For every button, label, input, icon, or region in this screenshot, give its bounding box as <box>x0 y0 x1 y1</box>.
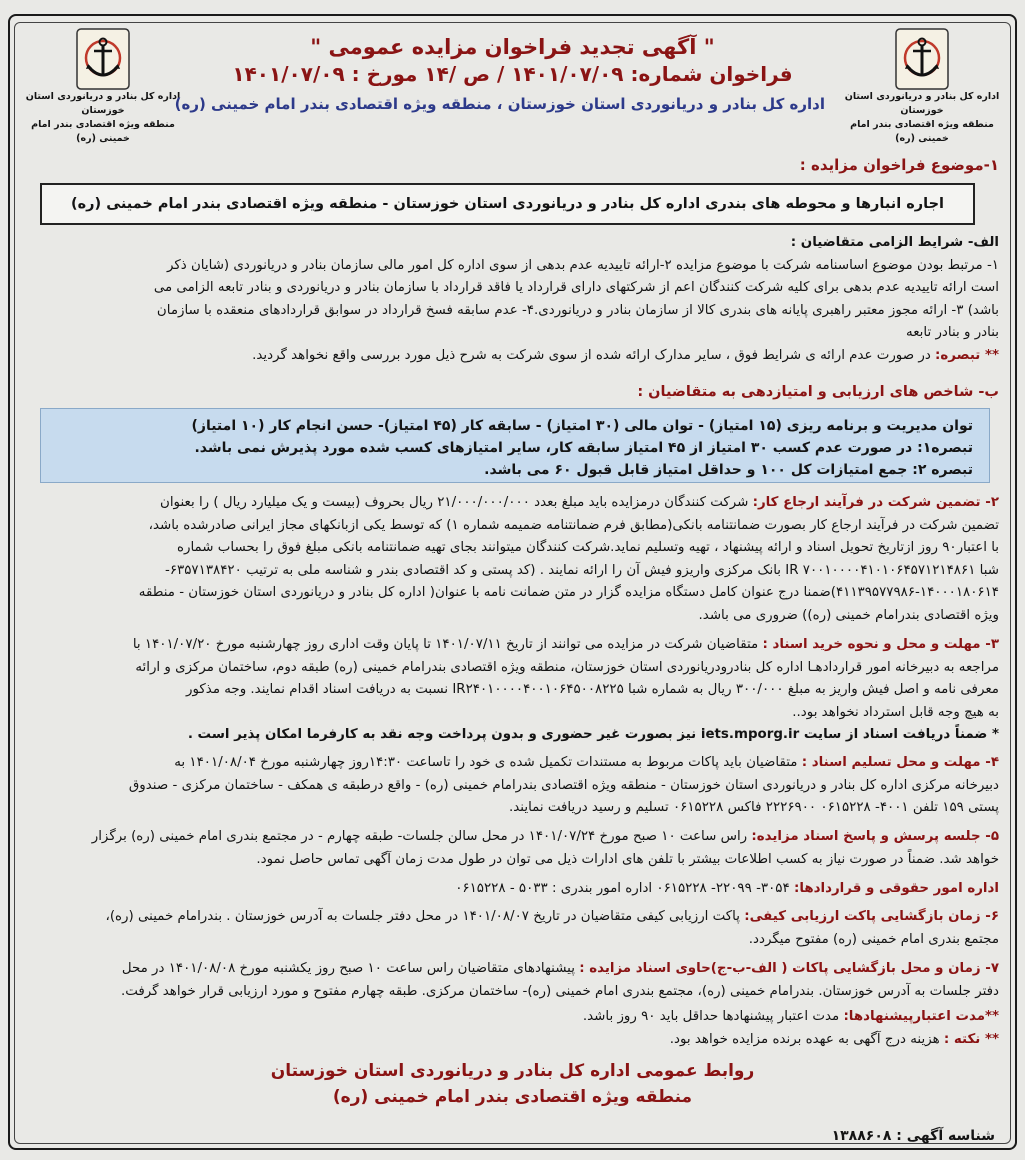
cost-title: ** نکته : <box>943 1031 999 1047</box>
anchor-emblem-icon <box>895 28 949 90</box>
footer-line2: منطقه ویژه اقتصادی بندر امام خمینی (ره) <box>332 1087 693 1107</box>
scoring-line: تبصره۱: در صورت عدم کسب ۳۰ امتیاز از ۴۵ امتیاز سابقه کار، سایر امتیازهای کسب شده مورد پذیرش نمی باشد. <box>194 440 973 456</box>
validity-title: **مدت اعتبارپیشنهادها: <box>843 1009 999 1024</box>
section-7-line: پیشنهادهای متقاضیان راس ساعت ۱۰ صبح روز یکشنبه مورخ ۱۴۰۱/۰۸/۰۸ در محل <box>121 961 580 976</box>
section-3-line: * ضمناً دریافت اسناد از سایت iets.mporg.ir نیز بصورت غیر حضوری و بدون پرداخت وجه نقد به کارفرما امکان پذیر است . <box>187 727 999 743</box>
section-2 <box>29 492 999 628</box>
logo-caption-line1: اداره کل بنادر و دریانوردی استان خوزستان <box>25 91 181 116</box>
section-be-title: ب- شاخص های ارزیابی و امتیازدهی به متقاضیان : <box>637 384 999 400</box>
section-4 <box>29 752 999 820</box>
note-label: ** تبصره: <box>935 347 999 363</box>
section-2-title: ۲- تضمین شرکت در فرآیند ارجاع کار: <box>752 495 999 510</box>
scoring-line: تبصره ۲: جمع امتیازات کل ۱۰۰ و حداقل امتیاز قابل قبول ۶۰ می باشد. <box>484 462 973 478</box>
section-5-line: خواهد شد. ضمناً در صورت نیاز به کسب اطلاعات بیشتر با تلفن های ادارات ذیل می توان در طول مدت زمان آگهی تماس حاصل نمود. <box>256 851 999 867</box>
section-5-title: ۵- جلسه پرسش و پاسخ اسناد مزایده: <box>751 829 999 844</box>
section-2-line: تضمین شرکت در فرآیند ارجاع کار بصورت ضمانتنامه بانکی(مطابق فرم ضمانتنامه ضمیمه شماره ۱) که توسط یکی ازبانکهای مجاز ایرانی صادرشده باشد، <box>148 517 999 533</box>
section-3 <box>29 634 999 747</box>
scoring-criteria-box <box>40 408 990 483</box>
section-3-line: مراجعه به دبیرخانه امور قراردادهـا اداره کل بنادرودریانوردی استان خوزستان، منطقه ویژه اقتصادی بندرامام خمینی (ره) طبقه دوم، ساختمان مرکزی و ارائه <box>135 659 999 675</box>
footer-line1: روابط عمومی اداره کل بنادر و دریانوردی استان خوزستان <box>270 1061 755 1081</box>
section-6-line: مجتمع بندری امام خمینی (ره) مفتوح میگردد. <box>748 931 999 947</box>
section-1-title: ۱-موضوع فراخوان مزایده : <box>799 156 999 174</box>
section-alef-line: است ارائه تاییدیه عدم بدهی برای کلیه شرکت کنندگان اعم از شرکتهای دارای قرارداد یا فاقد قرارداد با سازمان بنادر و دریانوردی و بنادر تابعه الزامی می <box>153 280 999 296</box>
subject-box: اجاره انبارها و محوطه های بندری اداره کل بنادر و دریانوردی استان خوزستان - منطقه ویژه اقتصادی بندر امام خمینی (ره) <box>40 183 975 225</box>
section-4-title: ۴- مهلت و محل تسلیم اسناد : <box>801 755 999 770</box>
logo-caption-line1: اداره کل بنادر و دریانوردی استان خوزستان <box>844 91 1000 116</box>
contracts-phones: ۳۰۵۴- ۲۲۰۹۹- ۰۶۱۵۲۲۸ اداره امور بندری : ۵۰۳۳ - ۰۶۱۵۲۲۸ <box>455 881 794 896</box>
section-7-title: ۷- زمان و محل بازگشایی پاکات ( الف-ب-ج)حاوی اسناد مزایده : <box>579 961 999 976</box>
section-alef-title: الف- شرایط الزامی متقاضیان : <box>790 235 999 250</box>
section-2-line: ویژه اقتصادی بندرامام خمینی (ره)) ضروری می باشد. <box>698 607 999 623</box>
section-alef <box>29 232 999 368</box>
section-5-line: راس ساعت ۱۰ صبح مورخ ۱۴۰۱/۰۷/۲۴ در محل سالن جلسات- طبقه چهارم - در مجتمع بندری امام خمینی (ره) برگزار <box>91 829 752 844</box>
contracts-office <box>29 878 999 901</box>
section-3-line: معرفی نامه و اصل فیش واریز به مبلغ ۳۰۰/۰۰۰ ریال به شماره شبا IR۲۴۰۱۰۰۰۰۴۰۰۱۰۶۴۵۰۰۸۲۲۵ نسبت به دریافت اسناد اقدام نمایند. وجه مذکور <box>186 682 999 698</box>
section-3-title: ۳- مهلت و محل و نحوه خرید اسناد : <box>762 637 999 652</box>
notice-issuer: اداره کل بنادر و دریانوردی استان خوزستان ، منطقه ویژه اقتصادی بندر امام خمینی (ره) <box>174 95 825 113</box>
section-6-title: ۶- زمان بازگشایی پاکت ارزیابی کیفی: <box>744 909 999 924</box>
section-2-line: ۴۱۱۳۹۵۷۷۹۸۶-۱۴۰۰۰۱۸۰۶۱۴)ضمنا درج عنوان کامل دستگاه مزایده گزار در متن ضمانت نامه با عنوان( اداره کل بنادر و دریانوردی استان خوزستان - منطقه <box>138 585 999 601</box>
section-6-line: پاکت ارزیابی کیفی متقاضیان در تاریخ ۱۴۰۱/۰۸/۰۷ در محل دفتر جلسات به آدرس خوزستان . بندرامام خمینی (ره)، <box>105 909 745 924</box>
section-2-line: شرکت کنندگان درمزایده باید مبلغ بعدد ۲۱/۰۰۰/۰۰۰/۰۰۰ ریال بحروف (بیست و یک میلیارد ریال ) را بعنوان <box>159 495 753 510</box>
section-5 <box>29 826 999 871</box>
section-3-line: به هیچ وجه قابل استرداد نخواهد بود.. <box>792 704 999 720</box>
section-4-line: پستی ۱۵۹ تلفن ۴۰۰۱- ۰۶۱۵۲۲۸ ۲۲۲۶۹۰۰ فاکس ۰۶۱۵۲۲۸ تسلیم و رسید دریافت نمایند. <box>509 800 999 816</box>
section-7 <box>29 958 999 1003</box>
section-4-line: متقاضیان باید پاکات مربوط به مستندات تکمیل شده ی خود را تاساعت ۱۴:۳۰روز چهارشنبه مورخ ۱۴۰۱/۰۸/۰۴ به <box>174 755 802 770</box>
section-alef-line: ۱- مرتبط بودن موضوع اساسنامه شرکت با موضوع مزایده ۲-ارائه تاییدیه عدم بدهی از سوی اداره کل امور مالی سازمان بنادر و دریانوردی (شایان ذکر <box>166 257 999 273</box>
anchor-emblem-icon <box>76 28 130 90</box>
section-2-line: با اعتبار۹۰ روز ازتاریخ تحویل اسناد و ارائه پیشنهاد ، تهیه وتسلیم نماید.شرکت کنندگان میتوانند بجای تهیه ضمانتنامه بانکی مبلغ فوق را بحساب شماره <box>177 540 999 556</box>
org-logo-left <box>18 28 188 146</box>
section-alef-line: باشد) ۳- ارائه مجوز معتبر راهبری پایانه های بندری کالا از سازمان بنادر و دریانوردی.۴- عدم سابقه فسخ قرارداد در سوابق قراردادهای منعقده با سازمان <box>156 302 999 318</box>
section-6 <box>29 906 999 951</box>
notice-number: فراخوان شماره: ۱۴۰۱/۰۷/۰۹ / ص /۱۴ مورخ : ۱۴۰۱/۰۷/۰۹ <box>232 62 793 86</box>
section-2-line: شبا IR ۷۰۰۱۰۰۰۰۴۱۰۱۰۶۴۵۷۱۲۱۴۸۶۱ بانک مرکزی واریزو فیش آن را ارائه نمایند . (کد پستی و کد اقتصادی بندر و شناسه ملی به ترتیب ۶۳۵۷۱۳۸۴۲۰- <box>165 562 999 578</box>
org-logo-right <box>837 28 1007 146</box>
ad-id: شناسه آگهی : ۱۳۸۸۶۰۸ <box>831 1128 995 1144</box>
section-alef-line: بنادر و بنادر تابعه <box>906 325 999 341</box>
section-4-line: دبیرخانه مرکزی اداره کل بنادر و دریانوردی استان خوزستان - منطقه ویژه اقتصادی بندرامام خمینی (ره) - واقع درطبقه ی همکف - ساختمان مرکزی - صندوق <box>128 777 999 793</box>
notice-header <box>174 34 825 116</box>
section-3-line: متقاضیان شرکت در مزایده می توانند از تاریخ ۱۴۰۱/۰۷/۱۱ تا پایان وقت اداری روز چهارشنبه مورخ ۱۴۰۱/۰۷/۲۰ با <box>132 637 763 652</box>
validity-note <box>29 1006 999 1051</box>
contracts-title: اداره امور حقوقی و قراردادها: <box>793 881 999 896</box>
validity-text: مدت اعتبار پیشنهادها حداقل باید ۹۰ روز باشد. <box>582 1009 844 1024</box>
section-7-line: دفتر جلسات به آدرس خوزستان. بندرامام خمینی (ره)، مجتمع بندری امام خمینی (ره)- ساختمان مرکزی. طبقه چهارم مفتوح و مورد ارزیابی قرار خواهد گرفت. <box>120 983 999 999</box>
logo-caption-line2: منطقه ویژه اقتصادی بندر امام خمینی (ره) <box>850 119 994 144</box>
public-relations-footer <box>200 1058 825 1110</box>
cost-text: هزینه درج آگهی به عهده برنده مزایده خواهد بود. <box>669 1031 944 1047</box>
section-alef-note <box>29 345 999 368</box>
note-text: در صورت عدم ارائه ی شرایط فوق ، سایر مدارک ارائه شده از سوی شرکت به شرح ذیل مورد بررسی واقع نخواهد گردید. <box>252 347 936 363</box>
notice-title: " آگهی تجدید فراخوان مزایده عمومی " <box>310 35 715 59</box>
logo-caption-line2: منطقه ویژه اقتصادی بندر امام خمینی (ره) <box>31 119 175 144</box>
scoring-line: توان مدیریت و برنامه ریزی (۱۵ امتیاز) - توان مالی (۳۰ امتیاز) - سابقه کار (۴۵ امتیاز)- حسن انجام کار (۱۰ امتیاز) <box>191 418 973 434</box>
